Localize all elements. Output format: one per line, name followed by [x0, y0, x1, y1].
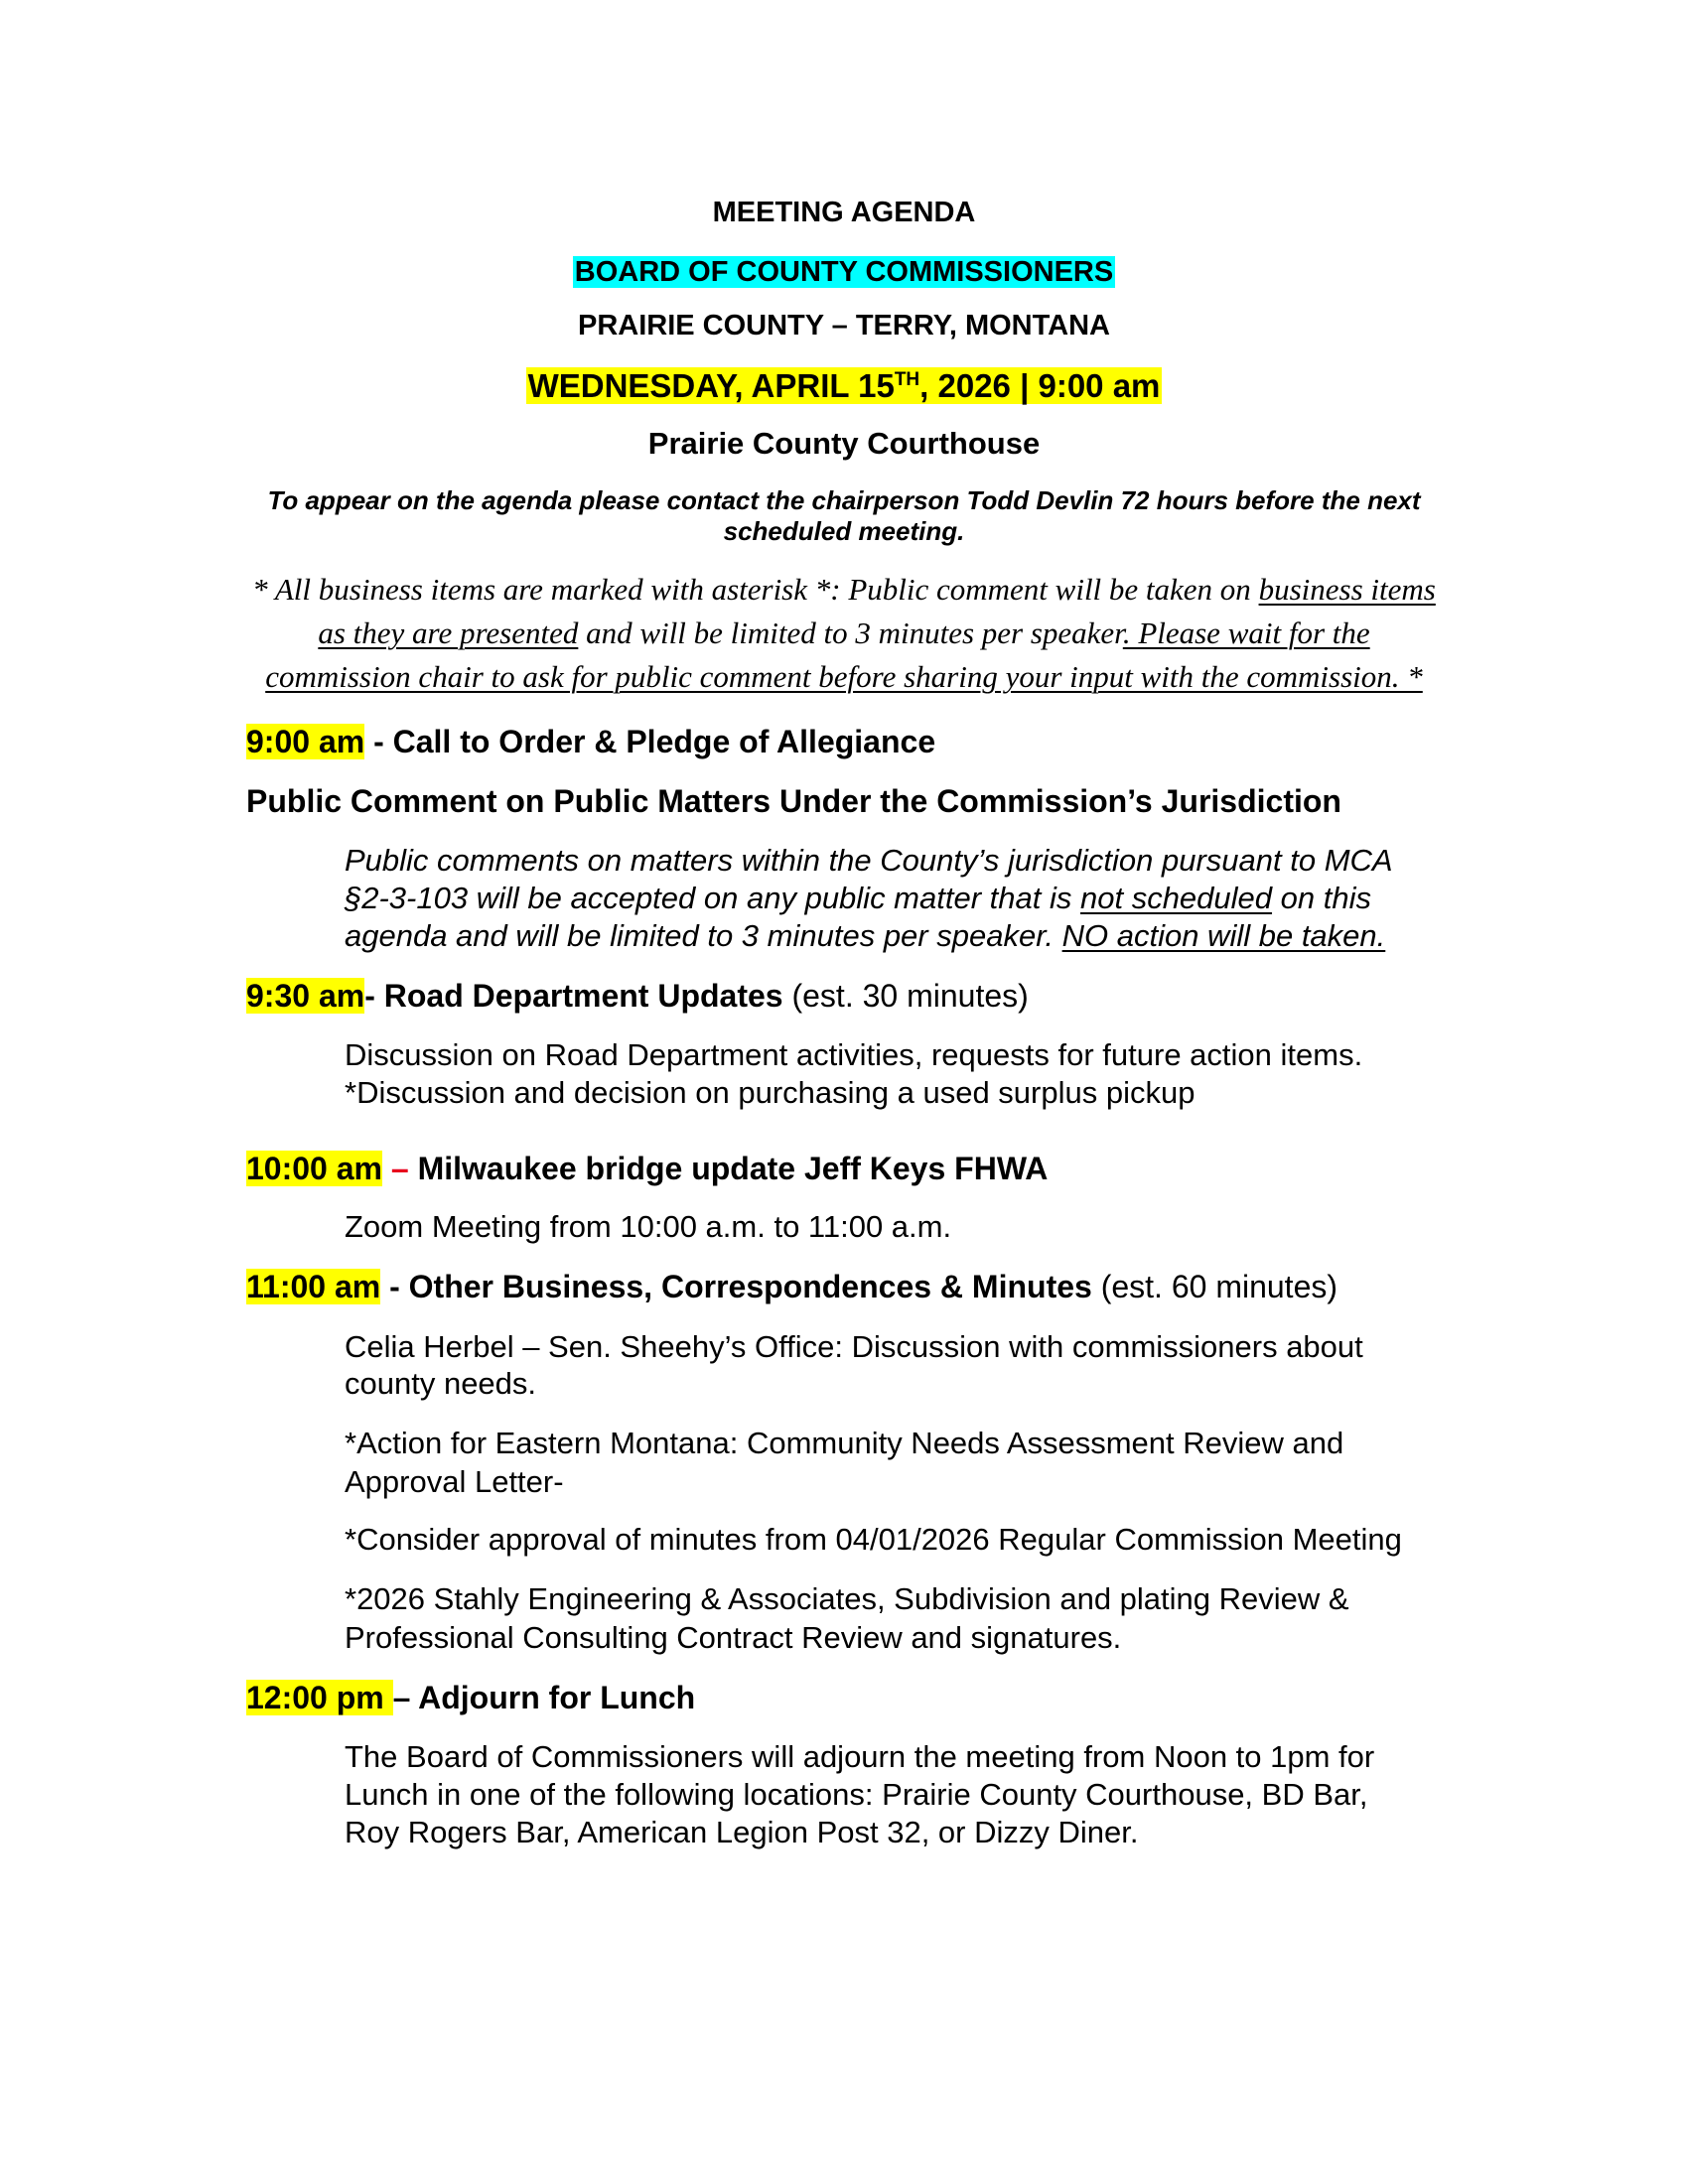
- item-time: 11:00 am: [246, 1269, 381, 1304]
- meeting-date: [0, 367, 1688, 405]
- board-heading-text: BOARD OF COUNTY COMMISSIONERS: [574, 256, 1114, 288]
- sub-item-action-line2: Approval Letter-: [345, 1464, 564, 1499]
- policy-line2: [0, 615, 1688, 651]
- lunch-line2: Lunch in one of the following locations: Prairie County Courthouse, BD Bar,: [345, 1777, 1368, 1812]
- sub-item-minutes: *Consider approval of minutes from 04/01/2026 Regular Commission Meeting: [345, 1522, 1402, 1557]
- policy-underlined: as they are presented: [318, 615, 579, 650]
- road-line1: Discussion on Road Department activities, requests for future action items.: [345, 1037, 1363, 1072]
- item-text-underlined: NO action will be taken.: [1061, 918, 1386, 953]
- agenda-item-call-to-order: [246, 724, 935, 760]
- policy-text: * All business items are marked with asterisk *: Public comment will be taken on: [252, 572, 1259, 607]
- item-separator: -: [380, 1269, 409, 1304]
- lunch-line1: The Board of Commissioners will adjourn the meeting from Noon to 1pm for: [345, 1739, 1375, 1774]
- public-comment-line1: Public comments on matters within the County’s jurisdiction pursuant to MCA: [345, 843, 1393, 878]
- item-text: agenda and will be limited to 3 minutes per speaker.: [345, 918, 1062, 953]
- agenda-item-public-comment: Public Comment on Public Matters Under the Commission’s Jurisdiction: [246, 783, 1341, 819]
- item-title: Call to Order & Pledge of Allegiance: [392, 724, 936, 759]
- item-estimate: (est. 30 minutes): [782, 978, 1029, 1014]
- lunch-line3: Roy Rogers Bar, American Legion Post 32, or Dizzy Diner.: [345, 1815, 1139, 1849]
- item-separator: –: [392, 1680, 419, 1715]
- policy-underlined: . Please wait for the: [1122, 615, 1370, 650]
- location-heading: PRAIRIE COUNTY – TERRY, MONTANA: [577, 310, 1110, 341]
- agenda-item-other-business: [246, 1269, 1337, 1305]
- policy-line3: [0, 659, 1688, 695]
- agenda-item-road-department: [246, 978, 1029, 1015]
- zoom-meeting-line: Zoom Meeting from 10:00 a.m. to 11:00 a.m.: [345, 1209, 952, 1244]
- agenda-item-adjourn-lunch: [246, 1680, 695, 1716]
- item-text: §2-3-103 will be accepted on any public matter that is: [345, 881, 1080, 915]
- item-time: 10:00 am: [246, 1151, 382, 1186]
- sub-item-stahly-line1: *2026 Stahly Engineering & Associates, Subdivision and plating Review &: [345, 1581, 1349, 1616]
- board-heading: [0, 256, 1688, 289]
- item-title: Adjourn for Lunch: [418, 1680, 696, 1715]
- date-superscript: TH: [894, 369, 920, 390]
- item-title: Road Department Updates: [383, 978, 783, 1014]
- item-text: on this: [1272, 881, 1371, 915]
- contact-note-line2: scheduled meeting.: [723, 516, 965, 546]
- sub-item-celia-line1: Celia Herbel – Sen. Sheehy’s Office: Discussion with commissioners about: [345, 1329, 1363, 1364]
- date-suffix: , 2026 | 9:00 am: [919, 367, 1161, 404]
- meeting-agenda-title: MEETING AGENDA: [712, 197, 976, 228]
- item-estimate: (est. 60 minutes): [1091, 1269, 1338, 1304]
- red-dash-separator: –: [390, 1151, 409, 1186]
- public-comment-line2: [345, 881, 1371, 916]
- item-text-underlined: not scheduled: [1079, 881, 1273, 915]
- item-time: 9:30 am: [246, 978, 365, 1014]
- sub-item-action-line1: *Action for Eastern Montana: Community Needs Assessment Review and: [345, 1426, 1344, 1460]
- item-title: Milwaukee bridge update Jeff Keys FHWA: [417, 1151, 1049, 1186]
- policy-text: and will be limited to 3 minutes per speaker: [578, 615, 1123, 650]
- item-title: Other Business, Correspondences & Minutes: [408, 1269, 1092, 1304]
- agenda-item-milwaukee-bridge: [246, 1151, 1048, 1187]
- contact-note-line1: To appear on the agenda please contact the chairperson Todd Devlin 72 hours before the next: [267, 485, 1421, 515]
- sub-item-celia-line2: county needs.: [345, 1366, 537, 1401]
- policy-underlined: commission chair to ask for public comment before sharing your input with the commission. *: [265, 659, 1423, 694]
- policy-line1: [0, 572, 1688, 608]
- venue-heading: Prairie County Courthouse: [647, 426, 1041, 461]
- policy-underlined: business items: [1258, 572, 1436, 607]
- sub-item-stahly-line2: Professional Consulting Contract Review and signatures.: [345, 1620, 1122, 1655]
- date-prefix: WEDNESDAY, APRIL 15: [527, 367, 895, 404]
- public-comment-line3: [345, 918, 1385, 954]
- road-line2: *Discussion and decision on purchasing a used surplus pickup: [345, 1075, 1196, 1110]
- item-separator: -: [364, 724, 393, 759]
- item-time: 9:00 am: [246, 724, 365, 759]
- item-time: 12:00 pm: [246, 1680, 393, 1715]
- item-separator: -: [364, 978, 384, 1014]
